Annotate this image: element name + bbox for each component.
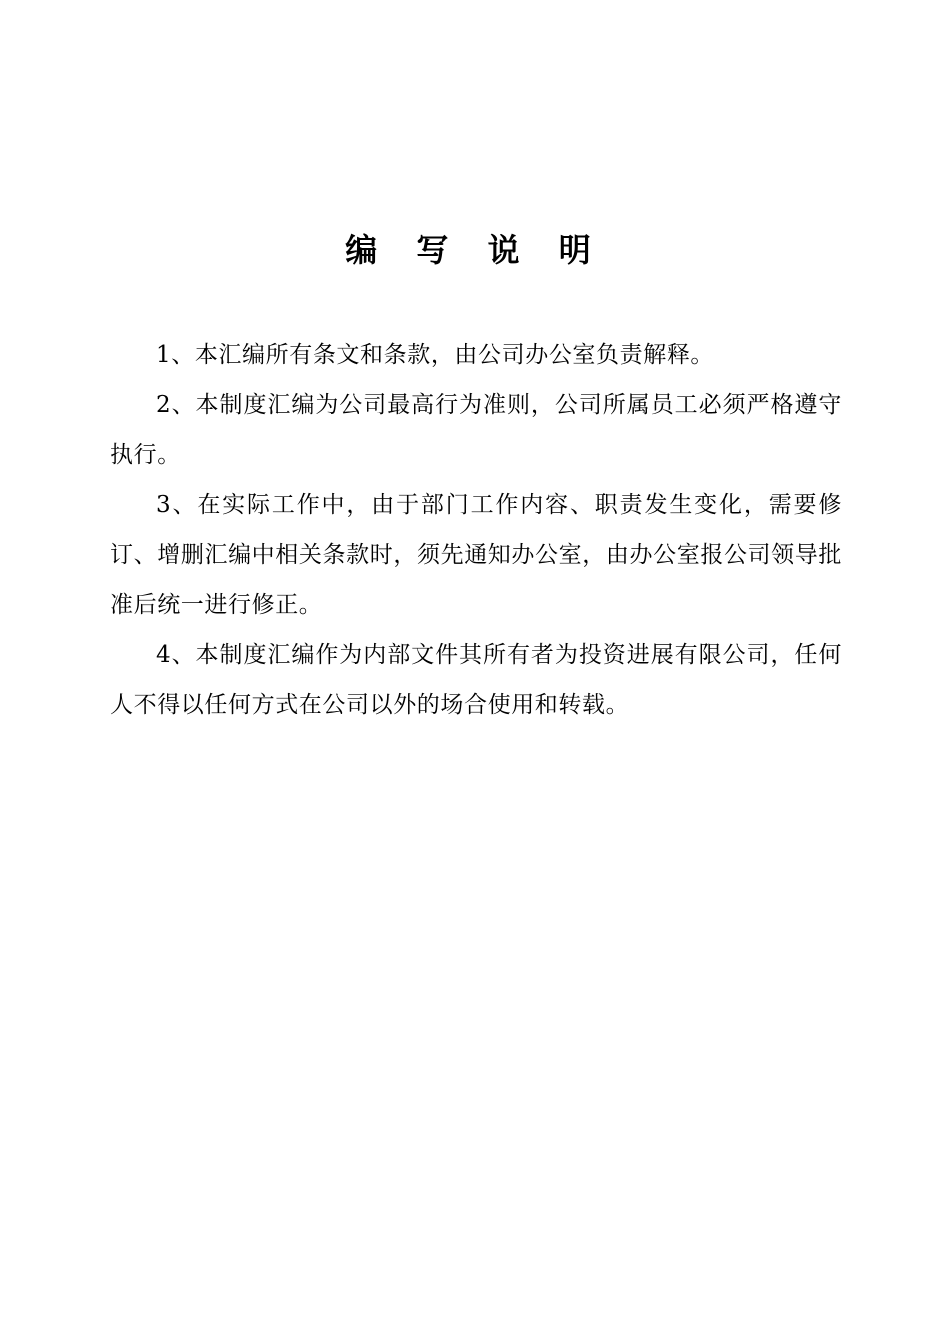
page-title: 编 写 说 明 [345, 231, 605, 269]
paragraph-4: 4、本制度汇编作为内部文件其所有者为投资进展有限公司，任何人不得以任何方式在公司以外的场合使用和转载。 [110, 642, 842, 718]
paragraph-2: 2、本制度汇编为公司最高行为准则，公司所属员工必须严格遵守执行。 [110, 392, 842, 468]
paragraph-3: 3、在实际工作中，由于部门工作内容、职责发生变化，需要修订、增删汇编中相关条款时，须先通知办公室，由办公室报公司领导批准后统一进行修正。 [110, 492, 842, 618]
document-body [110, 330, 842, 730]
paragraph-1: 1、本汇编所有条文和条款，由公司办公室负责解释。 [156, 342, 715, 368]
